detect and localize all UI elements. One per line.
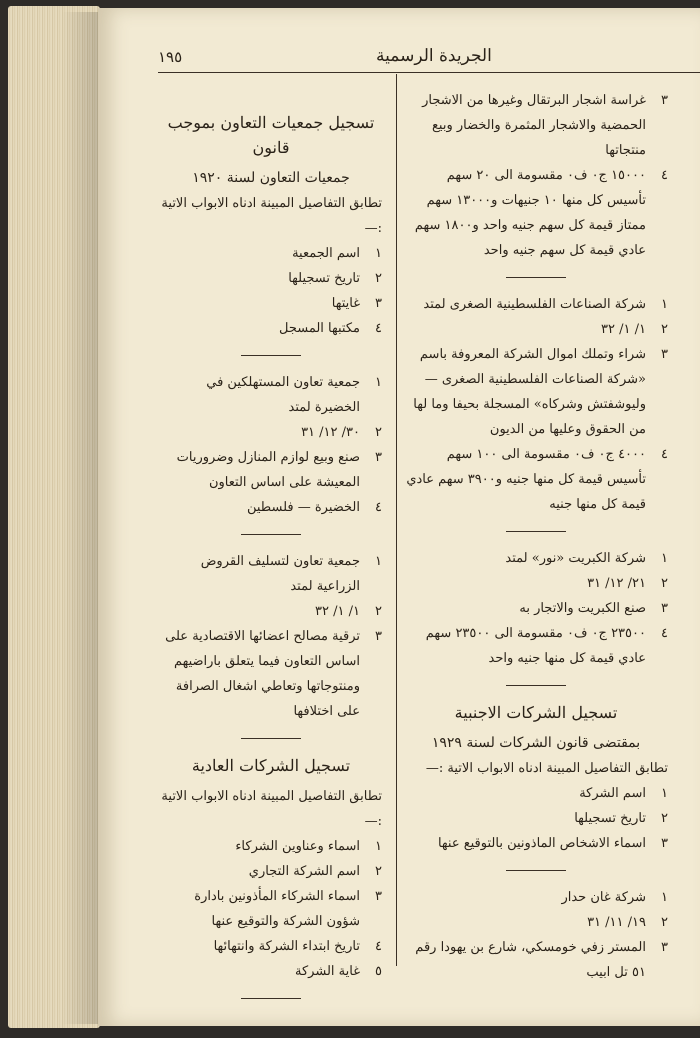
item-number: ٤	[661, 626, 668, 641]
list-item	[160, 934, 382, 959]
list-item	[404, 621, 668, 671]
companies-heading: تسجيل الشركات العادية	[191, 756, 351, 775]
item-text: جمعية تعاون المستهلكين في الخضيرة لمتد	[206, 375, 360, 415]
list-item	[160, 959, 382, 984]
item-number: ٢	[375, 604, 382, 619]
item-text: تاريخ ابتداء الشركة وانتهائها	[213, 939, 360, 954]
item-number: ٣	[375, 889, 382, 904]
cooperative-fields-list	[160, 241, 382, 341]
header-rule	[158, 72, 700, 73]
item-text: شركة الكبريت «نور» لمتد	[505, 551, 646, 566]
separator	[241, 534, 301, 535]
page-number: ١٩٥	[158, 48, 183, 66]
list-item	[160, 834, 382, 859]
list-item	[404, 781, 668, 806]
list-item	[160, 266, 382, 291]
list-item	[404, 910, 668, 935]
list-item	[160, 884, 382, 934]
list-item	[404, 806, 668, 831]
list-item	[160, 370, 382, 420]
item-number: ١	[375, 246, 382, 261]
item-text: ٢١/ ١٢/ ٣١	[587, 576, 646, 591]
list-item	[404, 571, 668, 596]
list-item	[404, 163, 668, 263]
list-item	[160, 599, 382, 624]
book-gutter-shadow	[62, 12, 102, 1024]
item-text: ٣٠/ ١٢/ ٣١	[301, 425, 360, 440]
foreign-list	[404, 781, 668, 856]
item-text: شراء وتملك اموال الشركة المعروفة باسم «شركة الصناعات الفلسطينية الصغرى — وليوشفتش وشركاه» المسجلة بحيفا وما لها من الحقوق وعليها من الديون	[413, 347, 646, 437]
item-text: جمعية تعاون لتسليف القروض الزراعية لمتد	[200, 554, 360, 594]
item-number: ٤	[661, 168, 668, 183]
list-item	[160, 549, 382, 599]
separator	[506, 870, 566, 871]
item-number: ٣	[661, 940, 668, 955]
left-block-1	[160, 370, 382, 520]
item-text: ٤٠٠٠ ج٠ ف٠ مقسومة الى ١٠٠ سهم تأسيس قيمة كل منها جنيه و٣٩٠٠ سهم عادي قيمة كل منها جنيه	[406, 447, 646, 512]
separator	[506, 685, 566, 686]
item-number: ٣	[661, 601, 668, 616]
gazette-page	[98, 8, 700, 1026]
list-item	[404, 442, 668, 517]
separator	[241, 998, 301, 999]
item-number: ٢	[661, 811, 668, 826]
item-number: ٤	[375, 321, 382, 336]
item-number: ١	[661, 890, 668, 905]
item-text: غراسة اشجار البرتقال وغيرها من الاشجار الحمضية والاشجار المثمرة والخضار وبيع منتجاتها	[422, 93, 646, 158]
right-column	[404, 88, 668, 985]
item-text: تاريخ تسجيلها	[288, 271, 360, 286]
gazette-title: الجريدة الرسمية	[376, 46, 492, 66]
item-number: ٢	[375, 425, 382, 440]
foreign-companies-subheading: بمقتضى قانون الشركات لسنة ١٩٢٩	[431, 735, 641, 751]
item-number: ٣	[375, 296, 382, 311]
cooperative-heading: تسجيل جمعيات التعاون بموجب قانون	[167, 113, 375, 157]
separator	[241, 355, 301, 356]
item-number: ٢	[375, 271, 382, 286]
item-text: غايتها	[331, 296, 360, 311]
column-divider	[396, 74, 397, 966]
right-block-2	[404, 292, 668, 517]
item-text: صنع وبيع لوازم المنازل وضروريات المعيشة على اساس التعاون	[176, 450, 360, 490]
list-item	[404, 88, 668, 163]
item-text: اسماء الاشخاص الماذونين بالتوقيع عنها	[437, 836, 646, 851]
item-number: ١	[375, 554, 382, 569]
right-block-1	[404, 88, 668, 263]
list-item	[404, 292, 668, 317]
item-number: ٤	[661, 447, 668, 462]
separator	[241, 738, 301, 739]
right-block-4	[404, 885, 668, 985]
list-item	[160, 495, 382, 520]
item-number: ٣	[661, 347, 668, 362]
item-text: صنع الكبريت والاتجار به	[519, 601, 646, 616]
item-number: ٢	[661, 322, 668, 337]
list-item	[160, 859, 382, 884]
separator	[506, 531, 566, 532]
list-item	[160, 445, 382, 495]
list-item	[404, 831, 668, 856]
item-text: المستر زفي خومسكي، شارع بن يهودا رقم ٥١ تل ابيب	[415, 940, 646, 980]
item-text: شركة الصناعات الفلسطينية الصغرى لمتد	[423, 297, 646, 312]
item-number: ٢	[375, 864, 382, 879]
list-item	[404, 596, 668, 621]
left-column	[160, 104, 382, 1013]
companies-fields-list	[160, 834, 382, 984]
list-item	[404, 342, 668, 442]
item-number: ٣	[375, 629, 382, 644]
list-item	[160, 420, 382, 445]
item-number: ٤	[375, 500, 382, 515]
cooperative-subheading: جمعيات التعاون لسنة ١٩٢٠	[192, 170, 350, 186]
left-block-2	[160, 549, 382, 724]
item-number: ١	[661, 786, 668, 801]
foreign-companies-heading: تسجيل الشركات الاجنبية	[454, 703, 618, 722]
list-item	[160, 291, 382, 316]
list-item	[404, 546, 668, 571]
item-number: ٣	[661, 836, 668, 851]
right-block-3	[404, 546, 668, 671]
separator	[506, 277, 566, 278]
item-text: ١٥٠٠٠ ج٠ ف٠ مقسومة الى ٢٠ سهم تأسيس كل منها ١٠ جنيهات و١٣٠٠٠ سهم ممتاز قيمة كل سهم جنيه واحد و١٨٠٠ سهم عادي قيمة كل سهم جنيه واحد	[414, 168, 646, 258]
item-text: ترقية مصالح اعضائها الاقتصادية على اساس التعاون فيما يتعلق باراضيهم ومنتوجاتها وتعاطي اشغال الصرافة على اختلافها	[165, 629, 360, 719]
item-text: ١٩/ ١١/ ٣١	[587, 915, 646, 930]
item-text: اسم الشركة التجاري	[248, 864, 360, 879]
item-text: الخضيرة — فلسطين	[246, 500, 360, 515]
item-text: اسماء الشركاء المأذونين بادارة شؤون الشركة والتوقيع عنها	[194, 889, 360, 929]
item-number: ٢	[661, 576, 668, 591]
item-number: ١	[375, 375, 382, 390]
list-item	[160, 624, 382, 724]
item-text: تاريخ تسجيلها	[574, 811, 646, 826]
item-text: غاية الشركة	[295, 964, 360, 979]
item-number: ٤	[375, 939, 382, 954]
item-text: ١/ ١/ ٣٢	[315, 604, 360, 619]
item-number: ٢	[661, 915, 668, 930]
item-number: ١	[661, 297, 668, 312]
item-number: ٣	[375, 450, 382, 465]
item-text: اسم الشركة	[579, 786, 646, 801]
foreign-intro: تطابق التفاصيل المبينة ادناه الابواب الاتية :—	[425, 761, 668, 776]
item-text: اسم الجمعية	[292, 246, 360, 261]
companies-intro: تطابق التفاصيل المبينة ادناه الابواب الاتية :—	[161, 789, 382, 829]
item-text: اسماء وعناوين الشركاء	[235, 839, 360, 854]
item-text: شركة غان حدار	[561, 890, 646, 905]
item-number: ٥	[375, 964, 382, 979]
cooperative-intro: تطابق التفاصيل المبينة ادناه الابواب الاتية :—	[161, 196, 382, 236]
item-text: ٢٣٥٠٠ ج٠ ف٠ مقسومة الى ٢٣٥٠٠ سهم عادي قيمة كل منها جنيه واحد	[425, 626, 646, 666]
item-text: ١/ ١/ ٣٢	[601, 322, 646, 337]
list-item	[404, 935, 668, 985]
list-item	[160, 241, 382, 266]
item-number: ١	[661, 551, 668, 566]
list-item	[160, 316, 382, 341]
list-item	[404, 317, 668, 342]
page-header	[158, 48, 700, 72]
item-number: ١	[375, 839, 382, 854]
list-item	[404, 885, 668, 910]
item-text: مكتبها المسجل	[279, 321, 360, 336]
item-number: ٣	[661, 93, 668, 108]
